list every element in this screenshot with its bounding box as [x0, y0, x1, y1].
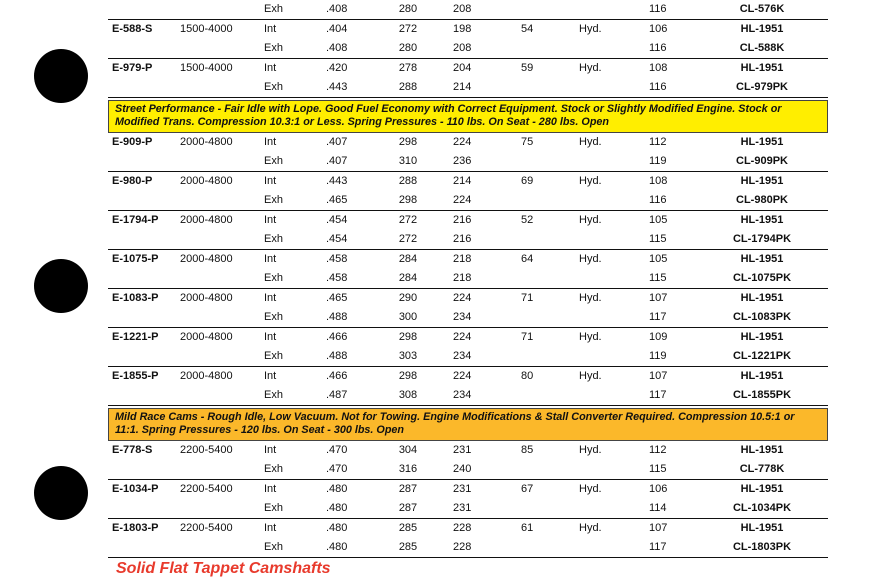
duration-050: 231	[453, 482, 472, 495]
rpm-range: 2000-4800	[180, 369, 233, 382]
valve-spring-part: CL-1083PK	[732, 311, 792, 323]
valve-spec: 116	[649, 42, 667, 54]
table-row	[108, 39, 828, 59]
advertised-duration: 298	[398, 369, 418, 382]
valve-spec: 119	[649, 350, 667, 362]
valve-spec: 108	[649, 61, 668, 74]
valve-side-label: Exh	[264, 389, 283, 401]
valve-side-label: Int	[264, 330, 277, 343]
binder-hole	[34, 466, 88, 520]
valve-side-label: Int	[264, 482, 277, 495]
lift-value: .404	[326, 22, 348, 35]
valve-side-label: Exh	[264, 3, 283, 15]
advertised-duration: 290	[398, 291, 418, 304]
part-number: E-979-P	[112, 61, 153, 74]
duration-050: 224	[453, 369, 472, 382]
valve-spring-part: HL-1951	[740, 213, 784, 226]
duration-050: 234	[453, 389, 472, 401]
advertised-duration: 285	[398, 541, 418, 553]
lift-value: .488	[326, 311, 348, 323]
duration-050: 224	[453, 330, 472, 343]
valve-spec: 107	[649, 369, 668, 382]
advertised-duration: 278	[398, 61, 418, 74]
rpm-range: 2200-5400	[180, 482, 233, 495]
lift-value: .480	[326, 482, 348, 495]
valve-spring-part: CL-1803PK	[732, 541, 792, 553]
rpm-range: 1500-4000	[180, 61, 233, 74]
valve-side-label: Exh	[264, 81, 283, 93]
binder-hole	[34, 49, 88, 103]
table-row	[108, 386, 828, 406]
lifter-type: Hyd.	[579, 252, 602, 265]
valve-spec: 114	[649, 502, 667, 514]
valve-spring-part: HL-1951	[740, 61, 784, 74]
table-row	[108, 308, 828, 328]
valve-spring-part: HL-1951	[740, 482, 784, 495]
lift-value: .480	[326, 541, 348, 553]
part-number: E-1075-P	[112, 252, 159, 265]
advertised-duration: 300	[398, 311, 418, 323]
valve-side-label: Exh	[264, 541, 283, 553]
advertised-duration: 287	[398, 502, 418, 514]
advertised-duration: 298	[398, 330, 418, 343]
valve-spring-part: CL-1075PK	[732, 272, 792, 284]
valve-spring-part: CL-979PK	[736, 81, 788, 93]
rpm-range: 2200-5400	[180, 521, 233, 534]
lift-value: .407	[326, 135, 348, 148]
lift-value: .465	[326, 291, 348, 304]
camshaft-spec-sheet	[108, 0, 828, 558]
table-row	[108, 460, 828, 480]
advertised-duration: 272	[398, 213, 418, 226]
table-row	[108, 172, 828, 192]
advertised-duration: 285	[398, 521, 418, 534]
valve-spring-part: CL-588K	[739, 42, 785, 54]
advertised-duration: 316	[398, 463, 418, 475]
rpm-range: 2000-4800	[180, 213, 233, 226]
lift-value: .408	[326, 3, 348, 15]
lift-value: .466	[326, 330, 348, 343]
valve-side-label: Exh	[264, 233, 283, 245]
valve-side-label: Exh	[264, 463, 283, 475]
table-row	[108, 269, 828, 289]
valve-spec: 107	[649, 291, 668, 304]
table-row	[108, 480, 828, 500]
duration-050: 198	[453, 22, 472, 35]
duration-050: 228	[453, 521, 472, 534]
valve-spring-part: HL-1951	[740, 521, 784, 534]
duration-050: 234	[453, 350, 472, 362]
duration-050: 218	[453, 252, 472, 265]
rpm-range: 2000-4800	[180, 291, 233, 304]
valve-spring-part: HL-1951	[740, 291, 784, 304]
valve-spec: 106	[649, 482, 668, 495]
valve-side-label: Int	[264, 252, 277, 265]
cam-group-street	[108, 133, 828, 406]
duration-050: 224	[453, 194, 472, 206]
valve-spec: 107	[649, 521, 668, 534]
advertised-duration: 284	[398, 252, 418, 265]
cam-group-race	[108, 441, 828, 558]
table-row	[108, 78, 828, 98]
valve-spring-part: CL-576K	[739, 3, 785, 15]
lift-value: .443	[326, 174, 348, 187]
duration-050: 204	[453, 61, 472, 74]
duration-050: 216	[453, 233, 472, 245]
table-row	[108, 499, 828, 519]
lifter-type: Hyd.	[579, 213, 602, 226]
lobe-spec: 59	[521, 61, 534, 74]
valve-spring-part: HL-1951	[740, 443, 784, 456]
lift-value: .480	[326, 521, 348, 534]
lift-value: .466	[326, 369, 348, 382]
lobe-spec: 75	[521, 135, 534, 148]
table-row	[108, 289, 828, 309]
part-number: E-1221-P	[112, 330, 159, 343]
duration-050: 216	[453, 213, 472, 226]
advertised-duration: 303	[398, 350, 418, 362]
lifter-type: Hyd.	[579, 443, 602, 456]
rpm-range: 2000-4800	[180, 252, 233, 265]
advertised-duration: 287	[398, 482, 418, 495]
valve-spring-part: CL-1794PK	[732, 233, 792, 245]
duration-050: 208	[453, 42, 472, 54]
lobe-spec: 71	[521, 291, 534, 304]
table-row	[108, 538, 828, 558]
valve-spring-part: CL-1034PK	[732, 502, 792, 514]
valve-spec: 115	[649, 272, 667, 284]
lobe-spec: 67	[521, 482, 534, 495]
table-row	[108, 211, 828, 231]
lift-value: .454	[326, 213, 348, 226]
valve-spring-part: CL-1855PK	[732, 389, 792, 401]
valve-spec: 105	[649, 213, 668, 226]
valve-side-label: Exh	[264, 311, 283, 323]
valve-spec: 112	[649, 443, 667, 456]
advertised-duration: 288	[398, 174, 418, 187]
valve-spec: 109	[649, 330, 668, 343]
valve-side-label: Int	[264, 135, 277, 148]
lift-value: .480	[326, 502, 348, 514]
table-row	[108, 367, 828, 387]
valve-spec: 116	[649, 3, 667, 15]
lift-value: .408	[326, 42, 348, 54]
valve-side-label: Exh	[264, 194, 283, 206]
lift-value: .488	[326, 350, 348, 362]
advertised-duration: 298	[398, 135, 418, 148]
duration-050: 224	[453, 291, 472, 304]
valve-side-label: Exh	[264, 155, 283, 167]
lifter-type: Hyd.	[579, 22, 602, 35]
advertised-duration: 310	[398, 155, 418, 167]
duration-050: 231	[453, 502, 472, 514]
lifter-type: Hyd.	[579, 521, 602, 534]
lift-value: .470	[326, 463, 348, 475]
table-row	[108, 441, 828, 461]
duration-050: 224	[453, 135, 472, 148]
cam-group-top	[108, 0, 828, 98]
table-row	[108, 328, 828, 348]
valve-spec: 106	[649, 22, 668, 35]
valve-spring-part: CL-778K	[739, 463, 785, 475]
duration-050: 208	[453, 3, 472, 15]
valve-side-label: Int	[264, 443, 277, 456]
valve-spec: 119	[649, 155, 667, 167]
part-number: E-588-S	[112, 22, 153, 35]
lift-value: .458	[326, 252, 348, 265]
advertised-duration: 304	[398, 443, 418, 456]
valve-spring-part: HL-1951	[740, 174, 784, 187]
valve-spec: 116	[649, 81, 667, 93]
table-row	[108, 133, 828, 153]
valve-side-label: Int	[264, 521, 277, 534]
duration-050: 214	[453, 174, 472, 187]
duration-050: 234	[453, 311, 472, 323]
valve-spring-part: HL-1951	[740, 22, 784, 35]
lobe-spec: 80	[521, 369, 534, 382]
lobe-spec: 52	[521, 213, 534, 226]
lifter-type: Hyd.	[579, 330, 602, 343]
valve-spring-part: CL-980PK	[736, 194, 788, 206]
table-row	[108, 20, 828, 40]
lift-value: .470	[326, 443, 348, 456]
valve-spec: 117	[649, 389, 667, 401]
valve-side-label: Int	[264, 291, 277, 304]
table-row	[108, 0, 828, 20]
lift-value: .420	[326, 61, 348, 74]
part-number: E-1034-P	[112, 482, 159, 495]
advertised-duration: 272	[398, 233, 418, 245]
advertised-duration: 288	[398, 81, 418, 93]
table-row	[108, 230, 828, 250]
rpm-range: 2200-5400	[180, 443, 233, 456]
lifter-type: Hyd.	[579, 61, 602, 74]
valve-side-label: Exh	[264, 350, 283, 362]
lift-value: .465	[326, 194, 348, 206]
lifter-type: Hyd.	[579, 174, 602, 187]
valve-spec: 115	[649, 463, 667, 475]
advertised-duration: 298	[398, 194, 418, 206]
next-section-heading: Solid Flat Tappet Camshafts	[116, 560, 331, 577]
lobe-spec: 71	[521, 330, 534, 343]
mild-race-banner: Mild Race Cams - Rough Idle, Low Vacuum. Not for Towing. Engine Modifications & Stall Converter Required. Compression 10.5:1 or 11:1. Spring Pressures - 120 lbs. On Seat - 300 lbs. Open	[108, 408, 828, 441]
duration-050: 228	[453, 541, 472, 553]
valve-spring-part: HL-1951	[740, 135, 784, 148]
valve-side-label: Exh	[264, 42, 283, 54]
valve-side-label: Int	[264, 22, 277, 35]
lift-value: .443	[326, 81, 348, 93]
table-row	[108, 347, 828, 367]
table-row	[108, 152, 828, 172]
rpm-range: 2000-4800	[180, 174, 233, 187]
binder-hole	[34, 259, 88, 313]
advertised-duration: 272	[398, 22, 418, 35]
duration-050: 240	[453, 463, 472, 475]
valve-spring-part: CL-909PK	[736, 155, 788, 167]
valve-side-label: Int	[264, 61, 277, 74]
part-number: E-1794-P	[112, 213, 159, 226]
table-row	[108, 519, 828, 539]
lifter-type: Hyd.	[579, 291, 602, 304]
table-row	[108, 59, 828, 79]
valve-side-label: Int	[264, 213, 277, 226]
street-performance-banner: Street Performance - Fair Idle with Lope. Good Fuel Economy with Correct Equipment. Stock or Slightly Modified Engine. Stock or Modified Trans. Compression 10.3:1 or Less. Spring Pressures - 110 lbs. On Seat - 280 lbs. Open	[108, 100, 828, 133]
part-number: E-909-P	[112, 135, 153, 148]
valve-side-label: Int	[264, 174, 277, 187]
valve-spec: 112	[649, 135, 667, 148]
valve-spring-part: HL-1951	[740, 252, 784, 265]
advertised-duration: 280	[398, 42, 418, 54]
rpm-range: 2000-4800	[180, 330, 233, 343]
rpm-range: 1500-4000	[180, 22, 233, 35]
part-number: E-778-S	[112, 443, 153, 456]
valve-spring-part: HL-1951	[740, 369, 784, 382]
advertised-duration: 280	[398, 3, 418, 15]
duration-050: 218	[453, 272, 472, 284]
table-row	[108, 191, 828, 211]
lobe-spec: 54	[521, 22, 534, 35]
valve-spec: 105	[649, 252, 668, 265]
lifter-type: Hyd.	[579, 482, 602, 495]
advertised-duration: 308	[398, 389, 418, 401]
valve-spec: 108	[649, 174, 668, 187]
rpm-range: 2000-4800	[180, 135, 233, 148]
valve-spec: 116	[649, 194, 667, 206]
valve-side-label: Exh	[264, 502, 283, 514]
duration-050: 214	[453, 81, 472, 93]
duration-050: 231	[453, 443, 472, 456]
part-number: E-1855-P	[112, 369, 159, 382]
valve-side-label: Exh	[264, 272, 283, 284]
duration-050: 236	[453, 155, 472, 167]
lifter-type: Hyd.	[579, 135, 602, 148]
part-number: E-1083-P	[112, 291, 159, 304]
lift-value: .454	[326, 233, 348, 245]
valve-spec: 117	[649, 311, 667, 323]
table-row	[108, 250, 828, 270]
part-number: E-980-P	[112, 174, 153, 187]
lobe-spec: 61	[521, 521, 534, 534]
lift-value: .407	[326, 155, 348, 167]
lobe-spec: 69	[521, 174, 534, 187]
valve-side-label: Int	[264, 369, 277, 382]
lobe-spec: 85	[521, 443, 534, 456]
lift-value: .487	[326, 389, 348, 401]
advertised-duration: 284	[398, 272, 418, 284]
valve-spec: 115	[649, 233, 667, 245]
part-number: E-1803-P	[112, 521, 159, 534]
lobe-spec: 64	[521, 252, 534, 265]
valve-spec: 117	[649, 541, 667, 553]
valve-spring-part: HL-1951	[740, 330, 784, 343]
lifter-type: Hyd.	[579, 369, 602, 382]
lift-value: .458	[326, 272, 348, 284]
valve-spring-part: CL-1221PK	[732, 350, 792, 362]
